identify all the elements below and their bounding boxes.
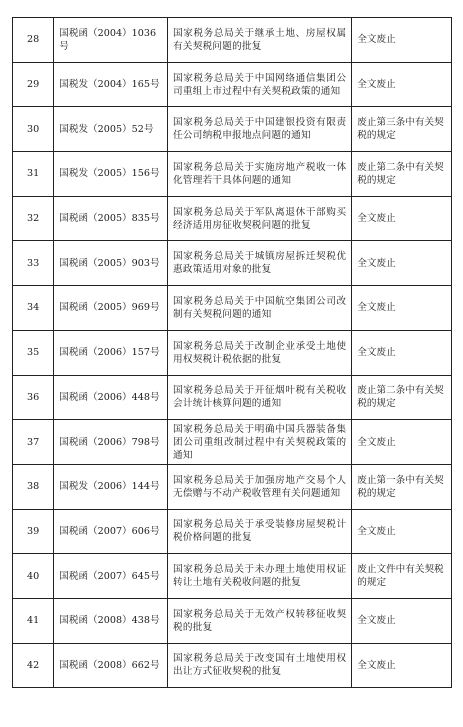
repeal-status: 废止文件中有关契税的规定 bbox=[352, 554, 452, 599]
document-title: 国家税务总局关于加强房地产交易个人无偿赠与不动产税收管理有关问题通知 bbox=[168, 464, 352, 509]
document-title: 国家税务总局关于实施房地产税收一体化管理若干具体问题的通知 bbox=[168, 152, 352, 197]
document-number: 国税函（2006）448号 bbox=[54, 375, 168, 420]
document-title: 国家税务总局关于改变国有土地使用权出让方式征收契税的批复 bbox=[168, 643, 352, 688]
table-row bbox=[13, 152, 452, 197]
repeal-status: 废止第二条中有关契税的规定 bbox=[352, 375, 452, 420]
row-number: 37 bbox=[13, 420, 54, 465]
document-title: 国家税务总局关于军队离退休干部购买经济适用房征收契税问题的批复 bbox=[168, 196, 352, 241]
document-number: 国税发（2004）165号 bbox=[54, 62, 168, 107]
repeal-status: 废止第三条中有关契税的规定 bbox=[352, 107, 452, 152]
row-number: 36 bbox=[13, 375, 54, 420]
repeal-status: 全文废止 bbox=[352, 286, 452, 331]
table-row bbox=[13, 509, 452, 554]
document-title: 国家税务总局关于开征烟叶税有关税收会计统计核算问题的通知 bbox=[168, 375, 352, 420]
document-title: 国家税务总局关于继承土地、房屋权属有关契税问题的批复 bbox=[168, 18, 352, 63]
table-row bbox=[13, 375, 452, 420]
row-number: 38 bbox=[13, 464, 54, 509]
row-number: 31 bbox=[13, 152, 54, 197]
table-row bbox=[13, 196, 452, 241]
table-row bbox=[13, 330, 452, 375]
table-row bbox=[13, 62, 452, 107]
document-number: 国税函（2007）606号 bbox=[54, 509, 168, 554]
table-body bbox=[13, 18, 452, 688]
row-number: 29 bbox=[13, 62, 54, 107]
repeal-status: 废止第一条中有关契税的规定 bbox=[352, 464, 452, 509]
document-number: 国税函（2006）798号 bbox=[54, 420, 168, 465]
table-row bbox=[13, 598, 452, 643]
document-title: 国家税务总局关于无效产权转移征收契税的批复 bbox=[168, 598, 352, 643]
row-number: 33 bbox=[13, 241, 54, 286]
row-number: 41 bbox=[13, 598, 54, 643]
table-row bbox=[13, 643, 452, 688]
document-number: 国税函（2004）1036号 bbox=[54, 18, 168, 63]
row-number: 42 bbox=[13, 643, 54, 688]
repeal-status: 全文废止 bbox=[352, 196, 452, 241]
repeal-status: 全文废止 bbox=[352, 509, 452, 554]
document-number: 国税函（2008）438号 bbox=[54, 598, 168, 643]
table-row bbox=[13, 107, 452, 152]
repeal-status: 全文废止 bbox=[352, 62, 452, 107]
row-number: 39 bbox=[13, 509, 54, 554]
row-number: 35 bbox=[13, 330, 54, 375]
document-title: 国家税务总局关于承受装修房屋契税计税价格问题的批复 bbox=[168, 509, 352, 554]
repeal-status: 全文废止 bbox=[352, 420, 452, 465]
repeal-status: 全文废止 bbox=[352, 598, 452, 643]
document-number: 国税函（2005）969号 bbox=[54, 286, 168, 331]
document-title: 国家税务总局关于中国网络通信集团公司重组上市过程中有关契税政策的通知 bbox=[168, 62, 352, 107]
document-number: 国税函（2005）903号 bbox=[54, 241, 168, 286]
table-row bbox=[13, 286, 452, 331]
document-title: 国家税务总局关于中国航空集团公司改制有关契税问题的通知 bbox=[168, 286, 352, 331]
table-row bbox=[13, 464, 452, 509]
document-number: 国税发（2006）144号 bbox=[54, 464, 168, 509]
repeal-list-table bbox=[12, 17, 452, 688]
repeal-status: 废止第二条中有关契税的规定 bbox=[352, 152, 452, 197]
document-title: 国家税务总局关于城镇房屋拆迁契税优惠政策适用对象的批复 bbox=[168, 241, 352, 286]
document-title: 国家税务总局关于明确中国兵器装备集团公司重组改制过程中有关契税政策的通知 bbox=[168, 420, 352, 465]
table-row bbox=[13, 554, 452, 599]
table-row bbox=[13, 241, 452, 286]
document-title: 国家税务总局关于未办理土地使用权证转让土地有关税收问题的批复 bbox=[168, 554, 352, 599]
document-number: 国税函（2005）835号 bbox=[54, 196, 168, 241]
row-number: 34 bbox=[13, 286, 54, 331]
row-number: 40 bbox=[13, 554, 54, 599]
document-title: 国家税务总局关于中国建银投资有限责任公司纳税申报地点问题的通知 bbox=[168, 107, 352, 152]
table-row bbox=[13, 420, 452, 465]
repeal-status: 全文废止 bbox=[352, 18, 452, 63]
table-row bbox=[13, 18, 452, 63]
document-number: 国税发（2005）52号 bbox=[54, 107, 168, 152]
row-number: 32 bbox=[13, 196, 54, 241]
row-number: 30 bbox=[13, 107, 54, 152]
document-number: 国税函（2008）662号 bbox=[54, 643, 168, 688]
repeal-status: 全文废止 bbox=[352, 643, 452, 688]
document-number: 国税函（2007）645号 bbox=[54, 554, 168, 599]
document-number: 国税发（2005）156号 bbox=[54, 152, 168, 197]
row-number: 28 bbox=[13, 18, 54, 63]
repeal-status: 全文废止 bbox=[352, 330, 452, 375]
document-number: 国税函（2006）157号 bbox=[54, 330, 168, 375]
document-title: 国家税务总局关于改制企业承受土地使用权契税计税依据的批复 bbox=[168, 330, 352, 375]
repeal-status: 全文废止 bbox=[352, 241, 452, 286]
